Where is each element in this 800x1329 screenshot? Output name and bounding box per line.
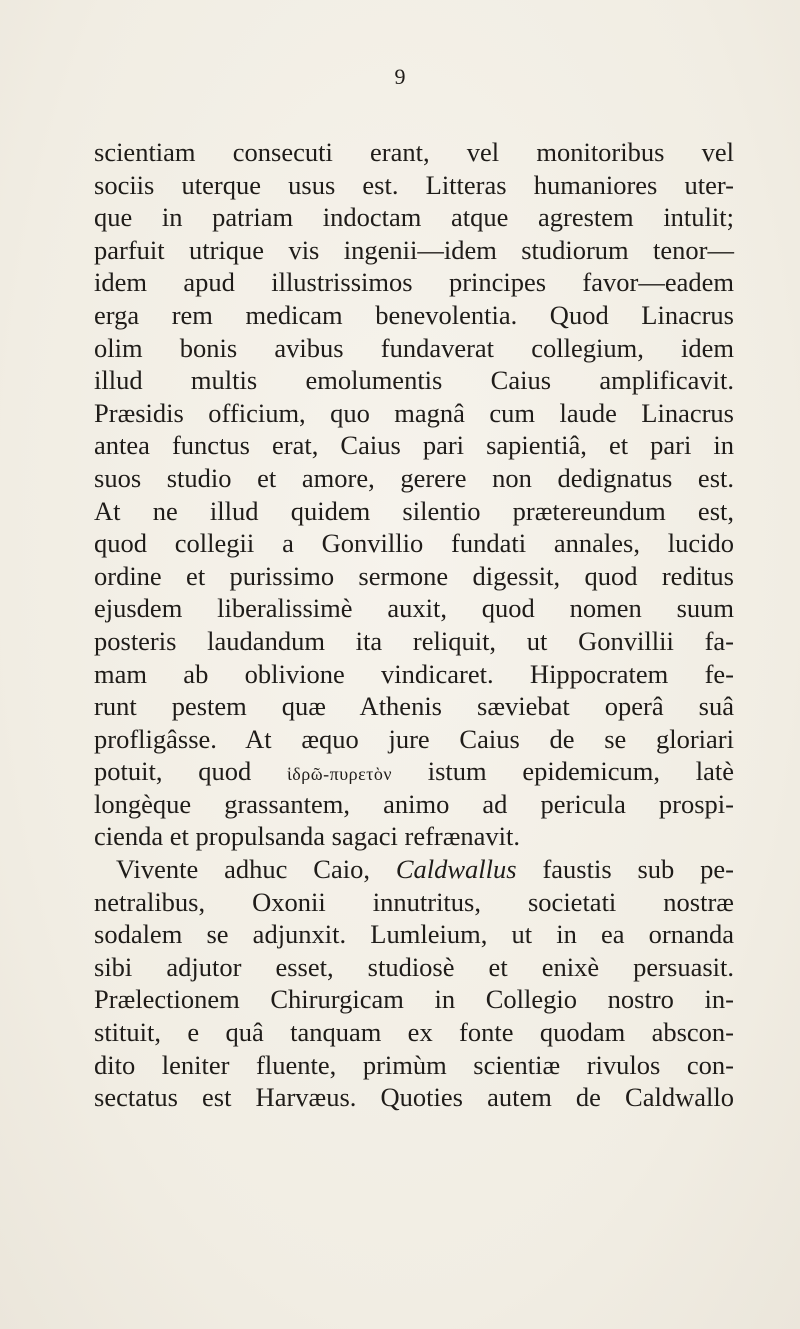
text-line: runt pestem quæ Athenis sæviebat operâ suâ	[94, 691, 734, 722]
text-line-paragraph-start	[94, 853, 734, 886]
text-line: olim bonis avibus fundaverat collegium, idem	[94, 332, 734, 363]
text-line: cienda et propulsanda sagaci refrænavit.	[94, 821, 521, 852]
text-line: antea functus erat, Caius pari sapientiâ, et pari in	[94, 430, 734, 461]
text-line: sibi adjutor esset, studiosè et enixè persuasit.	[94, 951, 734, 982]
text-line: illud multis emolumentis Caius amplificavit.	[94, 365, 734, 396]
text-line: erga rem medicam benevolentia. Quod Linacrus	[94, 299, 734, 330]
text-line: Prælectionem Chirurgicam in Collegio nostro in-	[94, 984, 734, 1015]
text-line: At ne illud quidem silentio prætereundum est,	[94, 495, 734, 526]
text-line: sectatus est Harvæus. Quoties autem de Caldwallo	[94, 1082, 734, 1113]
text-segment: istum epidemicum, latè	[392, 756, 734, 787]
text-line: mam ab oblivione vindicaret. Hippocratem fe-	[94, 658, 734, 689]
text-line: suos studio et amore, gerere non dedignatus est.	[94, 462, 734, 493]
text-line: scientiam consecuti erant, vel monitoribus vel	[94, 137, 734, 167]
text-line: quod collegii a Gonvillio fundati annales, lucido	[94, 528, 734, 559]
text-line: profligâsse. At æquo jure Caius de se gloriari	[94, 723, 734, 754]
page-number: 9	[394, 64, 406, 89]
text-line: ejusdem liberalissimè auxit, quod nomen suum	[94, 593, 734, 624]
greek-word: ἱδρῶ-πυρετὸν	[286, 764, 393, 785]
text-line: sociis uterque usus est. Litteras humaniores uter-	[94, 169, 734, 200]
italic-name: Caldwallus	[395, 854, 517, 885]
text-line: que in patriam indoctam atque agrestem intulit;	[94, 202, 734, 233]
text-line: idem apud illustrissimos principes favor—eadem	[94, 267, 734, 298]
text-line-greek	[94, 755, 734, 788]
text-line: dito leniter fluente, primùm scientiæ rivulos con-	[94, 1049, 734, 1080]
text-line: longèque grassantem, animo ad pericula prospi-	[94, 788, 734, 819]
text-line: posteris laudandum ita reliquit, ut Gonvillii fa-	[94, 625, 734, 656]
text-segment: Vivente adhuc Caio,	[116, 854, 396, 885]
text-segment: potuit, quod	[94, 756, 287, 787]
text-line: ordine et purissimo sermone digessit, quod reditus	[94, 560, 734, 591]
text-line: stituit, e quâ tanquam ex fonte quodam abscon-	[94, 1017, 734, 1048]
text-line: parfuit utrique vis ingenii—idem studiorum tenor—	[94, 234, 734, 265]
text-line: netralibus, Oxonii innutritus, societati nostræ	[94, 886, 734, 917]
body-text	[94, 136, 734, 1114]
text-segment: faustis sub pe-	[516, 854, 735, 885]
text-line: sodalem se adjunxit. Lumleium, ut in ea ornanda	[94, 919, 734, 950]
text-line: Præsidis officium, quo magnâ cum laude Linacrus	[94, 397, 734, 428]
